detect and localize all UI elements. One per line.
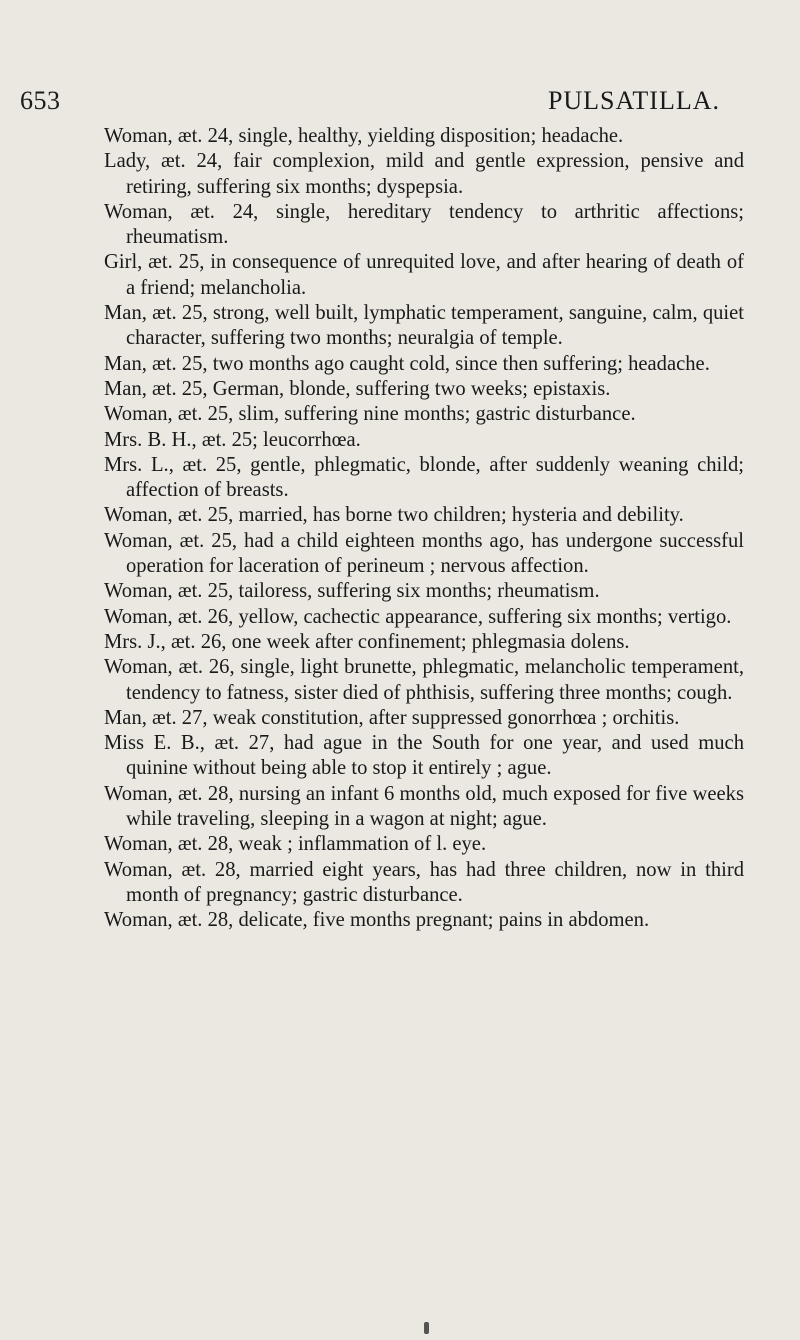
print-speck xyxy=(424,1322,429,1334)
case-entry: Woman, æt. 25, had a child eighteen months ago, has undergone successful operation for laceration of perineum ; nervous affection. xyxy=(104,529,744,578)
case-list xyxy=(104,124,744,934)
case-entry: Woman, æt. 24, single, hereditary tendency to arthritic affections; rheumatism. xyxy=(104,200,744,249)
case-entry: Mrs. L., æt. 25, gentle, phlegmatic, blonde, after suddenly weaning child; affection of breasts. xyxy=(104,453,744,502)
page-number: 653 xyxy=(20,86,61,115)
case-entry: Man, æt. 25, two months ago caught cold, since then suffering; headache. xyxy=(104,352,710,375)
case-entry: Man, æt. 27, weak constitution, after suppressed gonorrhœa ; orchitis. xyxy=(104,706,680,729)
case-entry: Woman, æt. 25, tailoress, suffering six months; rheumatism. xyxy=(104,580,600,603)
case-entry: Woman, æt. 25, married, has borne two children; hysteria and debility. xyxy=(104,504,684,527)
page-header xyxy=(0,86,800,120)
case-entry: Girl, æt. 25, in consequence of unrequited love, and after hearing of death of a friend; melancholia. xyxy=(104,251,744,299)
case-entry: Mrs. J., æt. 26, one week after confinement; phlegmasia dolens. xyxy=(104,630,630,653)
case-entry: Woman, æt. 26, yellow, cachectic appearance, suffering six months; vertigo. xyxy=(104,605,732,628)
case-entry: Woman, æt. 28, married eight years, has had three children, now in third month of pregnancy; gastric disturbance. xyxy=(104,858,744,906)
case-entry: Woman, æt. 28, delicate, five months pregnant; pains in abdomen. xyxy=(104,909,650,932)
case-entry: Lady, æt. 24, fair complexion, mild and gentle expression, pensive and retiring, suffering six months; dyspepsia. xyxy=(104,150,744,198)
case-entry: Mrs. B. H., æt. 25; leucorrhœa. xyxy=(104,428,361,451)
running-title: PULSATILLA. xyxy=(547,86,720,115)
case-entry: Woman, æt. 28, weak ; inflammation of l. eye. xyxy=(104,833,487,856)
case-entry: Woman, æt. 26, single, light brunette, phlegmatic, melancholic temperament, tendency to fatness, sister died of phthisis, suffering three months; cough. xyxy=(104,656,744,704)
case-entry: Miss E. B., æt. 27, had ague in the South for one year, and used much quinine without being able to stop it entirely ; ague. xyxy=(104,732,744,780)
case-entry: Man, æt. 25, German, blonde, suffering two weeks; epistaxis. xyxy=(104,377,611,400)
case-entry: Woman, æt. 24, single, healthy, yielding disposition; headache. xyxy=(104,125,624,147)
case-entry: Man, æt. 25, strong, well built, lymphatic temperament, sanguine, calm, quiet character, suffering two months; neuralgia of temple. xyxy=(104,302,744,350)
case-entry: Woman, æt. 25, slim, suffering nine months; gastric disturbance. xyxy=(104,403,636,426)
case-entry: Woman, æt. 28, nursing an infant 6 months old, much exposed for five weeks while traveling, sleeping in a wagon at night; ague. xyxy=(104,782,744,831)
